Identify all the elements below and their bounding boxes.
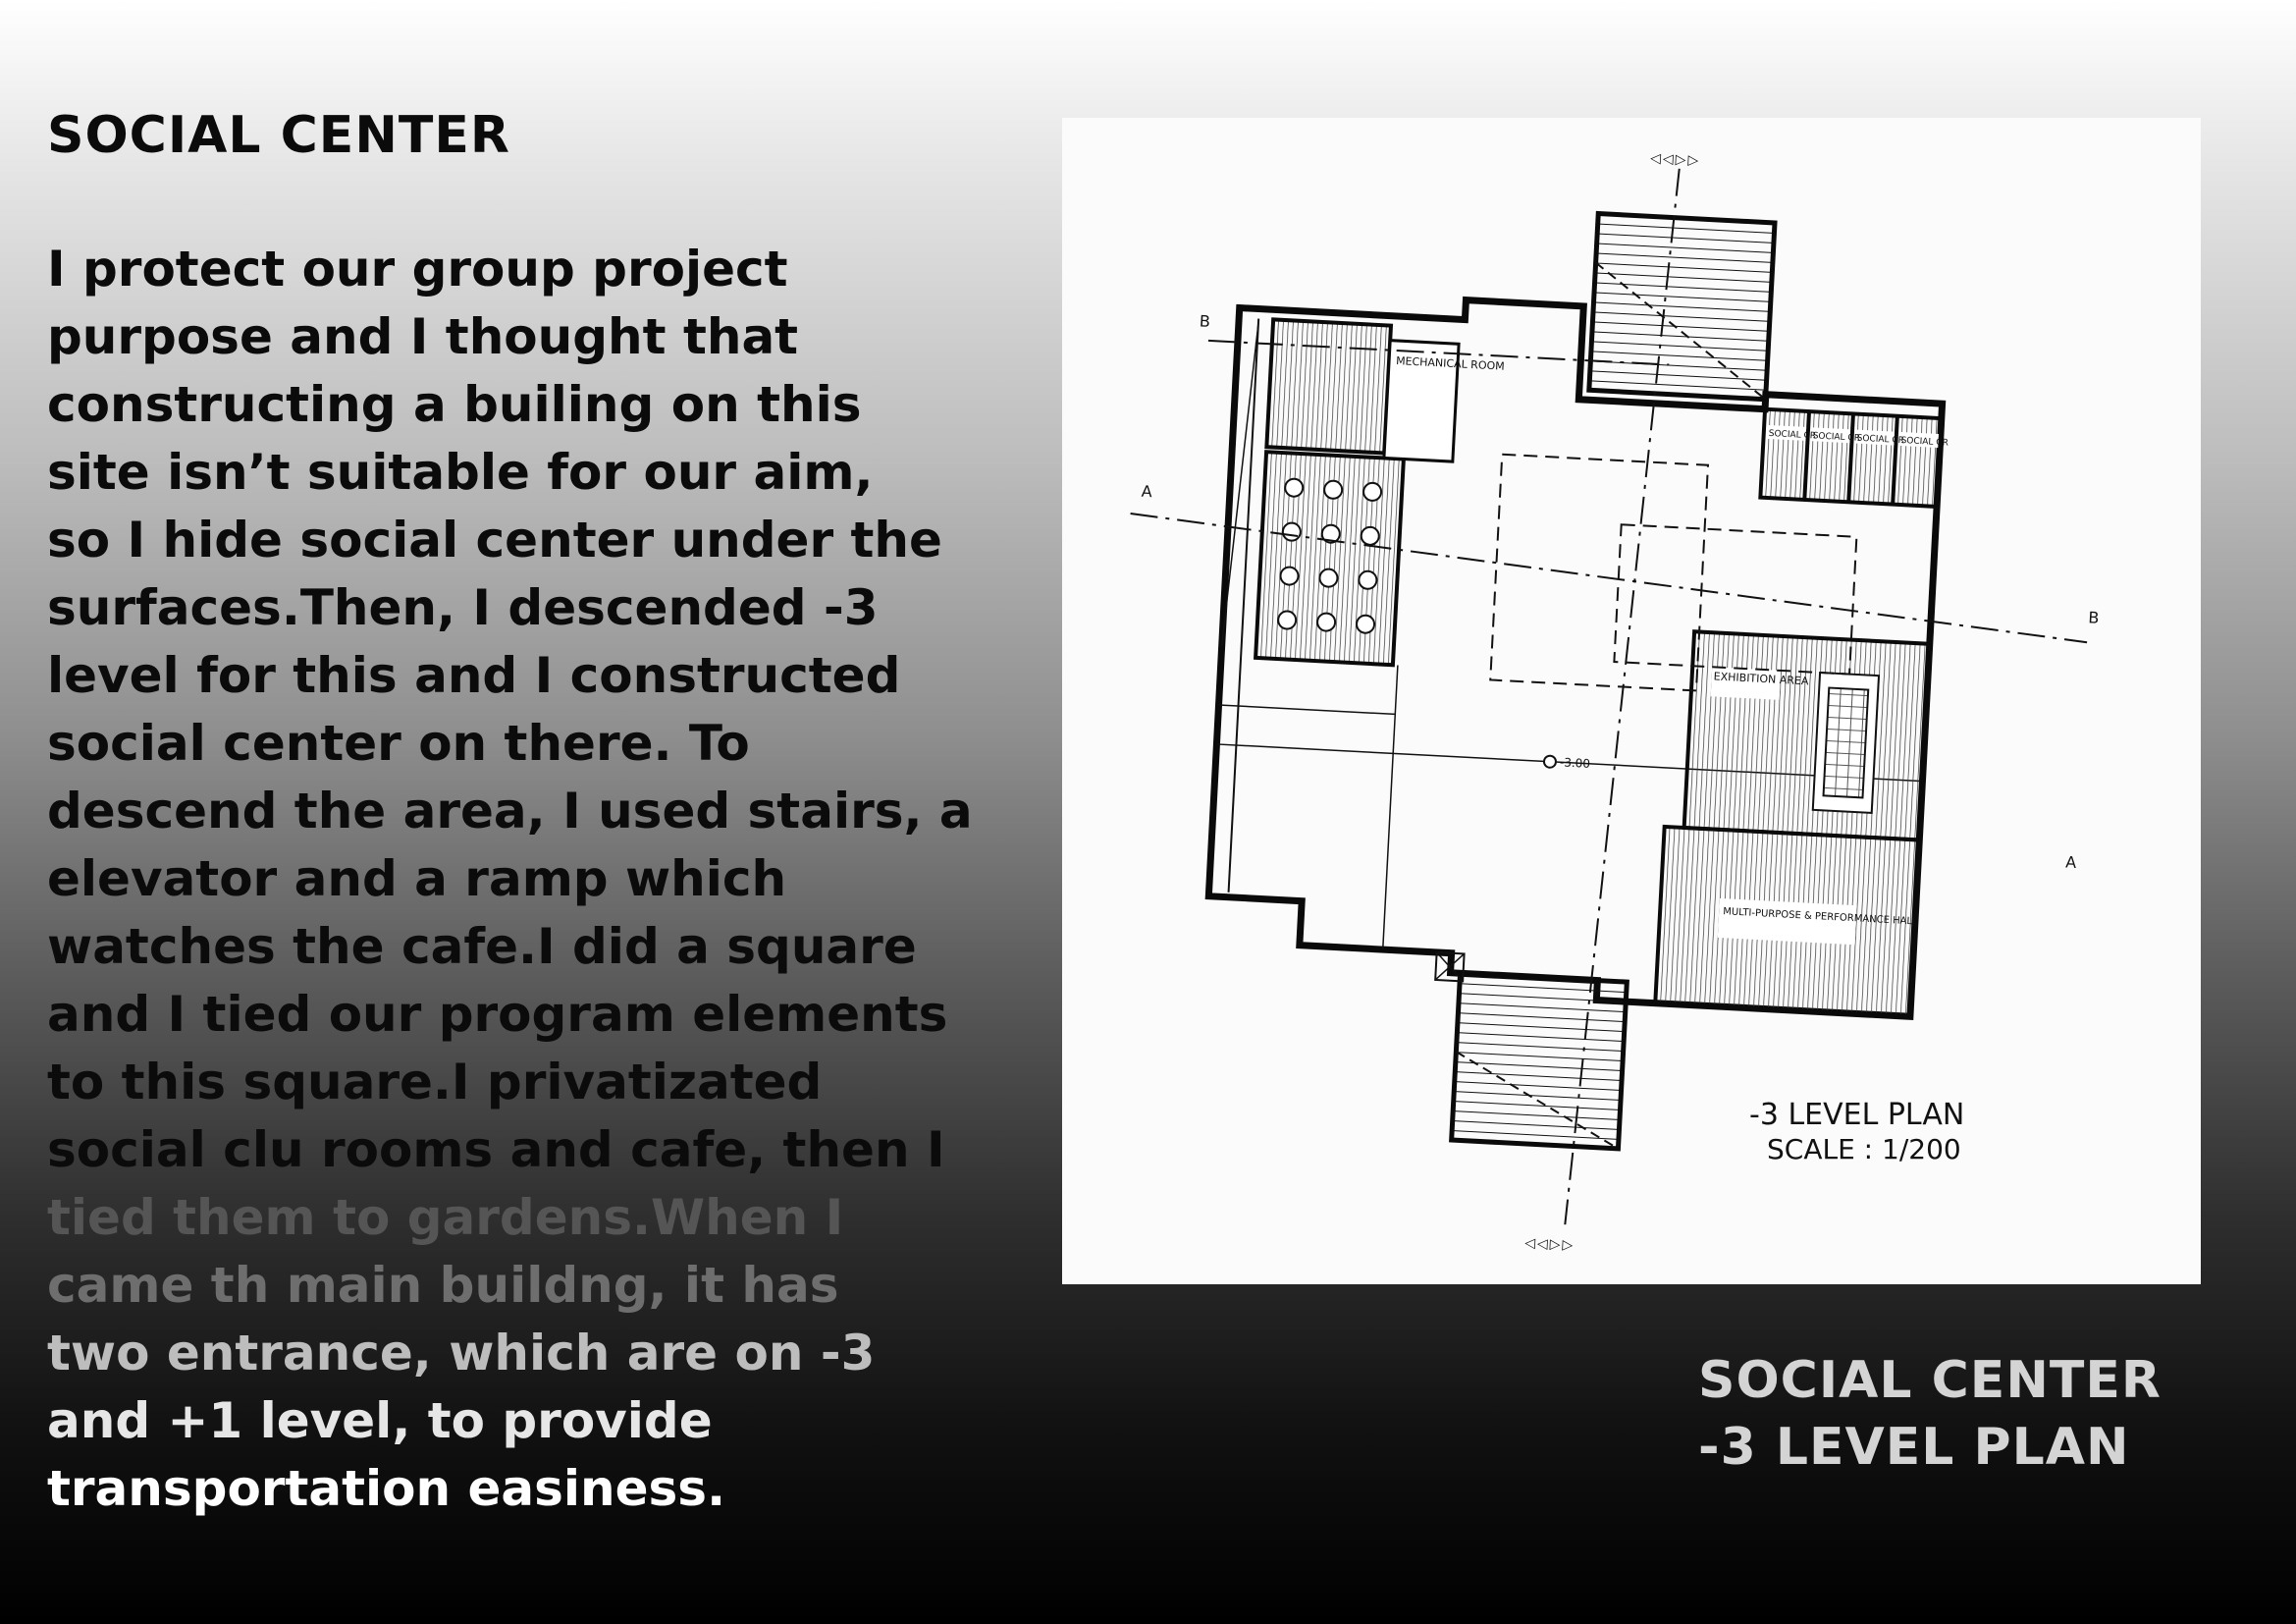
mechanical-room-label: MECHANICAL ROOM xyxy=(1395,353,1505,373)
floor-plan-drawing xyxy=(1062,118,2201,1284)
social-club-rooms xyxy=(1760,409,1949,508)
paragraph-line: tied them to gardens.When I xyxy=(47,1189,844,1246)
svg-text:SOCIAL CR: SOCIAL CR xyxy=(1768,428,1817,442)
paragraph-line: I protect our group project xyxy=(47,241,788,298)
caption-line-2: -3 LEVEL PLAN xyxy=(1698,1418,2130,1477)
paragraph-line: social center on there. To xyxy=(47,715,750,772)
floor-plan-svg xyxy=(1062,118,2201,1284)
paragraph-line: two entrance, which are on -3 xyxy=(47,1325,876,1381)
scale-label: SCALE : 1/200 xyxy=(1767,1133,1961,1165)
paragraph-line: came th main buildng, it has xyxy=(47,1257,839,1314)
paragraph-line: social clu rooms and cafe, then I xyxy=(47,1121,945,1178)
paragraph-line: transportation easiness. xyxy=(47,1460,726,1517)
svg-text:-3.00: -3.00 xyxy=(1559,755,1591,771)
paragraph-line: elevator and a ramp which xyxy=(47,850,787,907)
paragraph-line: so I hide social center under the xyxy=(47,512,942,568)
wc-block xyxy=(1266,319,1391,453)
svg-text:◁◁▷▷: ◁◁▷▷ xyxy=(1523,1235,1575,1254)
svg-text:A: A xyxy=(1141,481,1153,502)
paragraph-line: purpose and I thought that xyxy=(47,308,799,365)
paragraph-line: level for this and I constructed xyxy=(47,647,901,704)
exhibition-area xyxy=(1684,631,1930,839)
svg-text:SOCIAL CR: SOCIAL CR xyxy=(1856,433,1905,447)
paragraph-line: and +1 level, to provide xyxy=(47,1392,713,1449)
page-title: SOCIAL CENTER xyxy=(47,106,510,165)
paragraph-line: constructing a builing on this xyxy=(47,376,862,433)
bottom-stair xyxy=(1452,973,1628,1149)
paragraph-line: watches the cafe.I did a square xyxy=(47,918,917,975)
paragraph-line: to this square.I privatizated xyxy=(47,1054,823,1110)
svg-text:SOCIAL CR: SOCIAL CR xyxy=(1900,436,1949,449)
paragraph-line: site isn’t suitable for our aim, xyxy=(47,444,874,501)
svg-text:EXHIBITION AREA: EXHIBITION AREA xyxy=(1713,670,1809,688)
caption-line-1: SOCIAL CENTER xyxy=(1698,1351,2162,1410)
paragraph-line: descend the area, I used stairs, a xyxy=(47,783,973,839)
plan-label: -3 LEVEL PLAN xyxy=(1749,1098,1965,1132)
svg-text:MULTI-PURPOSE & PERFORMANCE HA: MULTI-PURPOSE & PERFORMANCE HALL xyxy=(1722,906,1918,928)
paragraph-line: surfaces.Then, I descended -3 xyxy=(47,579,879,636)
top-stair xyxy=(1589,214,1775,400)
svg-text:A: A xyxy=(2064,852,2077,872)
central-square-outline xyxy=(1490,455,1708,691)
paragraph-line: and I tied our program elements xyxy=(47,986,948,1043)
svg-text:B: B xyxy=(2087,608,2100,627)
svg-text:SOCIAL CR: SOCIAL CR xyxy=(1812,431,1861,444)
svg-text:B: B xyxy=(1199,311,1211,331)
plan-caption xyxy=(1698,1347,2162,1481)
description-paragraph xyxy=(47,236,1068,1523)
svg-text:◁◁▷▷: ◁◁▷▷ xyxy=(1649,150,1701,169)
